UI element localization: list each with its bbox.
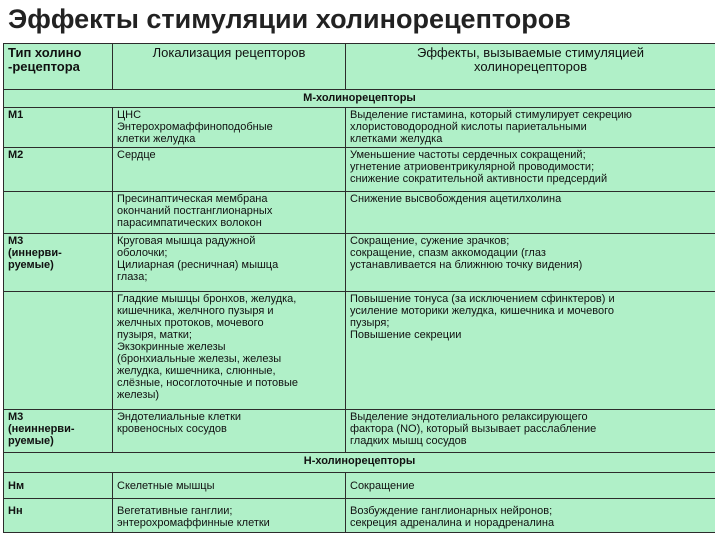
localization-cell: Сердце bbox=[113, 148, 346, 192]
receptor-type-cell bbox=[4, 192, 113, 234]
localization-cell: Круговая мышца радужной оболочки; Цилиарная (ресничная) мышца глаза; bbox=[113, 234, 346, 292]
localization-cell: Пресинаптическая мембрана окончаний постганглионарных парасимпатических волокон bbox=[113, 192, 346, 234]
effect-cell: Сокращение, сужение зрачков; сокращение, спазм аккомодации (глаз устанавливается на ближнюю точку видения) bbox=[346, 234, 716, 292]
table-row bbox=[4, 473, 716, 499]
effect-cell: Возбуждение ганглионарных нейронов; секреция адреналина и норадреналина bbox=[346, 499, 716, 533]
table-row bbox=[4, 192, 716, 234]
effect-cell: Повышение тонуса (за исключением сфинктеров) и усиление моторики желудка, кишечника и мочевого пузыря; Повышение секреции bbox=[346, 292, 716, 410]
header-type: Тип холино -рецептора bbox=[4, 44, 113, 90]
effect-cell: Выделение гистамина, который стимулирует секрецию хлористоводородной кислоты париетальными клетками желудка bbox=[346, 108, 716, 148]
receptor-type-cell bbox=[4, 292, 113, 410]
receptor-type-cell: М2 bbox=[4, 148, 113, 192]
section-row-n bbox=[4, 453, 716, 473]
localization-cell: Вегетативные ганглии; энтерохромаффинные клетки bbox=[113, 499, 346, 533]
effect-cell: Сокращение bbox=[346, 473, 716, 499]
section-label-n: Н-холинорецепторы bbox=[4, 453, 716, 473]
table-row bbox=[4, 108, 716, 148]
table-row bbox=[4, 410, 716, 453]
localization-cell: Гладкие мышцы бронхов, желудка, кишечника, желчного пузыря и желчных протоков, мочевого пузыря, матки; Экзокринные железы (бронхиальные железы, железы желудка, кишечника, слюнные, слёзные, носоглоточные и потовые железы) bbox=[113, 292, 346, 410]
receptor-type-cell: Нн bbox=[4, 499, 113, 533]
receptor-type-cell: М1 bbox=[4, 108, 113, 148]
effect-cell: Уменьшение частоты сердечных сокращений; угнетение атриовентрикулярной проводимости; снижение сократительной активности предсердий bbox=[346, 148, 716, 192]
table-header-row bbox=[4, 44, 716, 90]
localization-cell: Эндотелиальные клетки кровеносных сосудов bbox=[113, 410, 346, 453]
receptor-type-cell: М3 (иннерви- руемые) bbox=[4, 234, 113, 292]
table-row bbox=[4, 148, 716, 192]
effect-cell: Выделение эндотелиального релаксирующего фактора (NO), который вызывает расслабление гладких мышц сосудов bbox=[346, 410, 716, 453]
table-row bbox=[4, 292, 716, 410]
section-label-m: М-холинорецепторы bbox=[4, 90, 716, 108]
section-row-m bbox=[4, 90, 716, 108]
receptor-type-cell: М3 (неиннерви- руемые) bbox=[4, 410, 113, 453]
receptor-type-cell: Нм bbox=[4, 473, 113, 499]
localization-cell: Скелетные мышцы bbox=[113, 473, 346, 499]
receptor-table bbox=[3, 43, 715, 540]
localization-cell: ЦНС Энтерохромаффиноподобные клетки желудка bbox=[113, 108, 346, 148]
table-row bbox=[4, 234, 716, 292]
header-effects: Эффекты, вызываемые стимуляцией холинорецепторов bbox=[346, 44, 716, 90]
table-row bbox=[4, 499, 716, 533]
effect-cell: Снижение высвобождения ацетилхолина bbox=[346, 192, 716, 234]
header-localization: Локализация рецепторов bbox=[113, 44, 346, 90]
page-title: Эффекты стимуляции холинорецепторов bbox=[8, 4, 571, 34]
